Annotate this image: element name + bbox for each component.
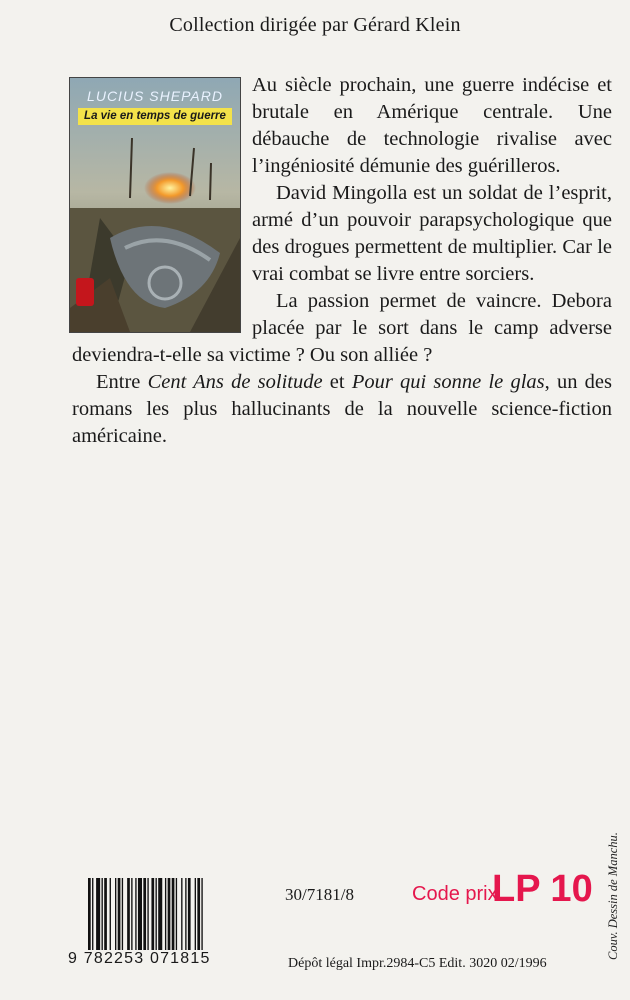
publisher-logo bbox=[76, 278, 94, 306]
blurb-paragraph-1: Au siècle prochain, une guerre indécise et brutale en Amérique centrale. Une débauche de technologie rivalise avec l’ingéniosité démunie des guérilleros. bbox=[252, 74, 612, 177]
barcode-graphic bbox=[86, 878, 266, 950]
thumbnail-author: LUCIUS SHEPARD bbox=[87, 88, 223, 104]
blurb-paragraph-2: David Mingolla est un soldat de l’esprit, armé d’un pouvoir parapsychologique que des drogues permettent de multiplier. Car le vrai combat se livre entre sorciers. bbox=[252, 182, 612, 285]
novel-title-2: Pour qui sonne le glas bbox=[351, 371, 545, 393]
price-code-label: Code prix bbox=[412, 883, 498, 905]
collection-line: Collection dirigée par Gérard Klein bbox=[169, 14, 461, 36]
novel-title-1: Cent Ans de solitude bbox=[147, 371, 323, 393]
cover-credit: Couv. Dessin de Manchu. bbox=[606, 832, 620, 960]
thumbnail-title: La vie en temps de guerre bbox=[78, 108, 232, 125]
catalog-number: 30/7181/8 bbox=[285, 885, 354, 904]
barcode-digits: 9 782253 071815 bbox=[68, 950, 211, 967]
legal-deposit: Dépôt légal Impr.2984-C5 Edit. 3020 02/1996 bbox=[288, 956, 547, 971]
price-code-value: LP 10 bbox=[492, 868, 593, 910]
cover-thumbnail bbox=[70, 78, 240, 332]
blurb-paragraph-4: Entre Cent Ans de solitude et Pour qui sonne le glas, un des romans les plus hallucinants de la nouvelle science-fiction américaine. bbox=[72, 371, 613, 447]
blurb-paragraph-3: La passion permet de vaincre. Debora placée par le sort dans le camp adverse deviendra-t-elle sa victime ? Ou son alliée ? bbox=[72, 290, 612, 366]
